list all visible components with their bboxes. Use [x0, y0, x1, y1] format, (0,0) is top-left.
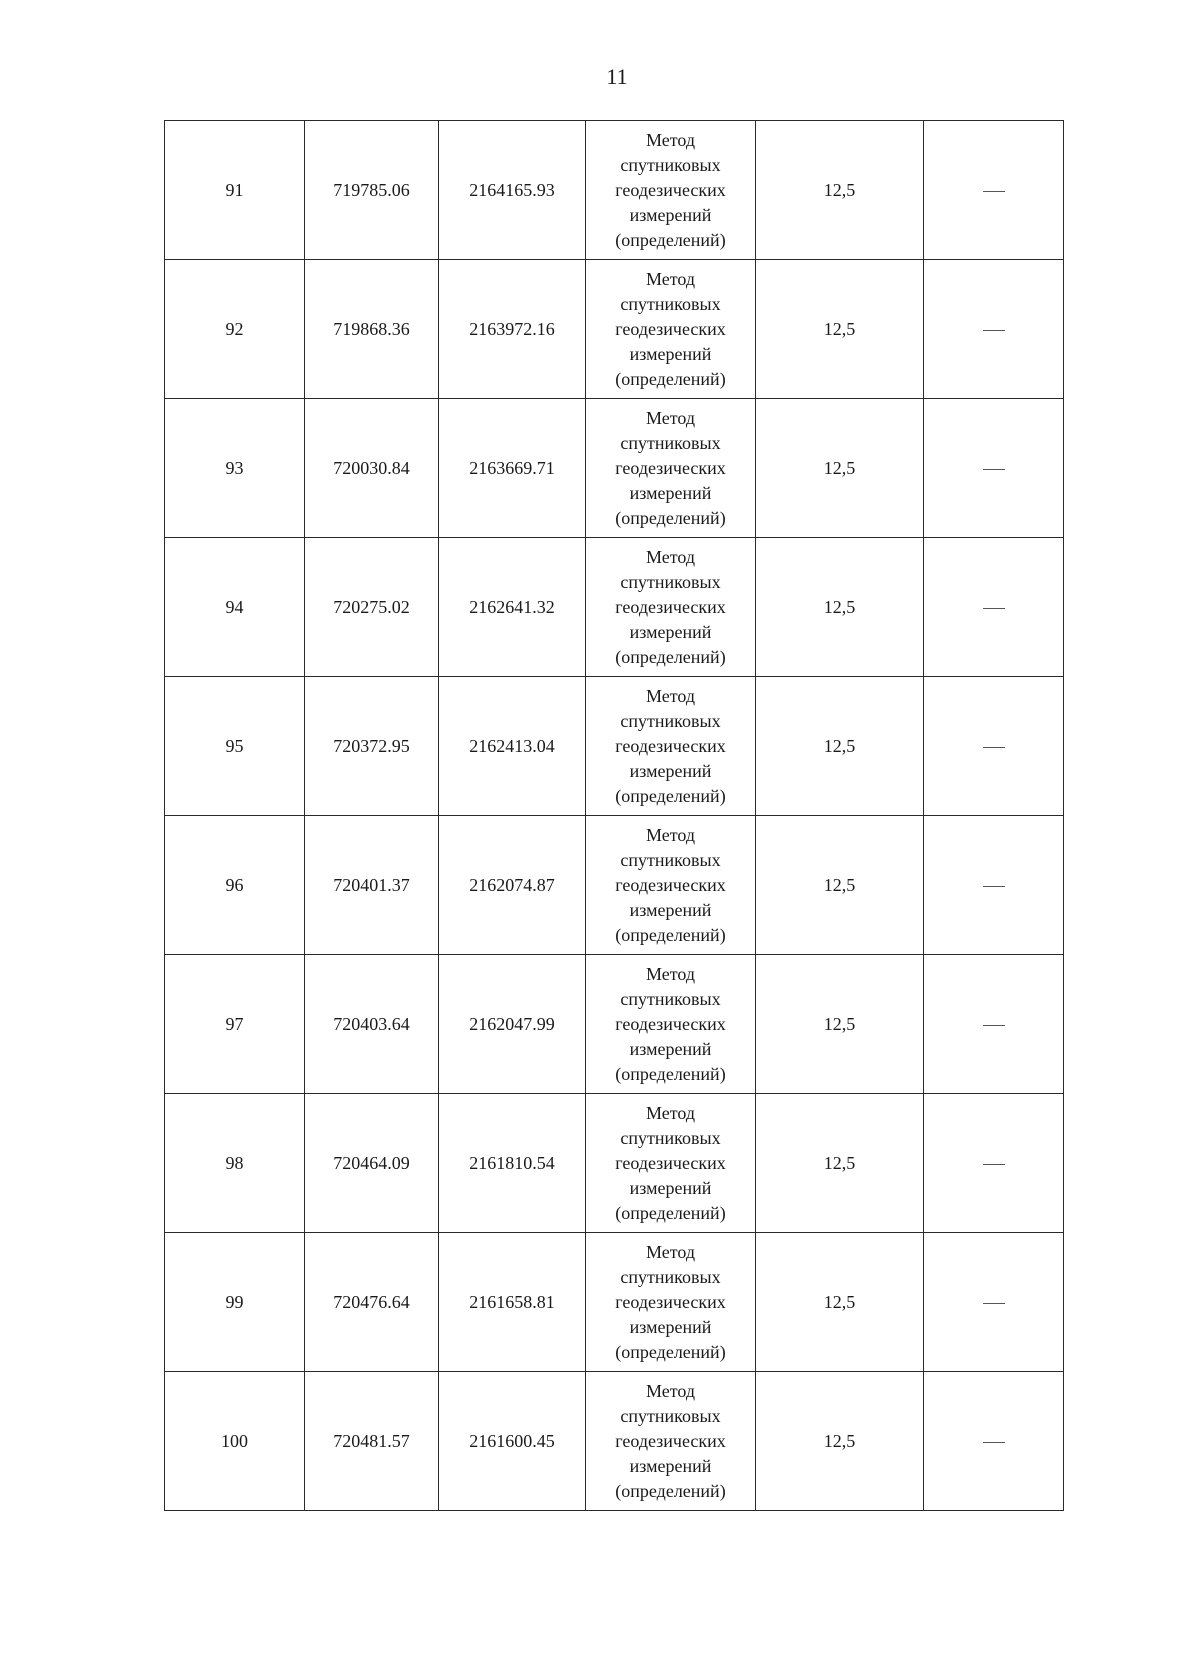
dash-mark — [983, 191, 1005, 192]
point-number-cell: 96 — [165, 816, 305, 955]
table-row — [165, 538, 1064, 677]
method-line: (определений) — [615, 1341, 726, 1362]
precision-cell: 12,5 — [756, 121, 924, 260]
precision-cell: 12,5 — [756, 816, 924, 955]
table-row — [165, 121, 1064, 260]
method-line: Метод — [645, 1241, 696, 1262]
dash-mark — [983, 1303, 1005, 1304]
method-line: спутниковых — [620, 988, 721, 1009]
table-row — [165, 677, 1064, 816]
method-line: Метод — [645, 546, 696, 567]
page-number: 11 — [606, 64, 628, 89]
method-line: геодезических — [615, 1430, 726, 1451]
x-coordinate-cell: 720275.02 — [305, 538, 439, 677]
dash-mark — [983, 1164, 1005, 1165]
method-cell — [586, 538, 756, 677]
method-line: геодезических — [615, 874, 726, 895]
x-coordinate-cell: 719785.06 — [305, 121, 439, 260]
dash-mark — [983, 747, 1005, 748]
method-line: Метод — [645, 407, 696, 428]
method-line: геодезических — [615, 318, 726, 339]
x-coordinate-cell: 720401.37 — [305, 816, 439, 955]
method-line: геодезических — [615, 457, 726, 478]
table-row — [165, 1094, 1064, 1233]
x-coordinate-cell: 720372.95 — [305, 677, 439, 816]
method-line: (определений) — [615, 646, 726, 667]
x-coordinate-cell: 720030.84 — [305, 399, 439, 538]
coordinates-table — [164, 120, 1064, 1511]
x-coordinate-cell: 720481.57 — [305, 1372, 439, 1511]
method-line: измерений — [629, 1038, 712, 1059]
method-line: Метод — [645, 1102, 696, 1123]
note-cell — [924, 955, 1064, 1094]
method-cell — [586, 1094, 756, 1233]
dash-mark — [983, 1025, 1005, 1026]
note-cell — [924, 260, 1064, 399]
method-line: (определений) — [615, 924, 726, 945]
method-line: спутниковых — [620, 571, 721, 592]
dash-mark — [983, 1442, 1005, 1443]
method-line: Метод — [645, 963, 696, 984]
y-coordinate-cell: 2162047.99 — [439, 955, 586, 1094]
method-cell — [586, 677, 756, 816]
method-line: измерений — [629, 204, 712, 225]
method-line: спутниковых — [620, 849, 721, 870]
y-coordinate-cell: 2161658.81 — [439, 1233, 586, 1372]
precision-cell: 12,5 — [756, 1094, 924, 1233]
method-line: геодезических — [615, 1152, 726, 1173]
method-line: спутниковых — [620, 710, 721, 731]
precision-cell: 12,5 — [756, 260, 924, 399]
y-coordinate-cell: 2163972.16 — [439, 260, 586, 399]
point-number-cell: 94 — [165, 538, 305, 677]
precision-cell: 12,5 — [756, 677, 924, 816]
method-line: измерений — [629, 1177, 712, 1198]
note-cell — [924, 538, 1064, 677]
precision-cell: 12,5 — [756, 399, 924, 538]
method-line: геодезических — [615, 596, 726, 617]
method-line: Метод — [645, 824, 696, 845]
table-row — [165, 816, 1064, 955]
y-coordinate-cell: 2162413.04 — [439, 677, 586, 816]
method-line: измерений — [629, 482, 712, 503]
table-row — [165, 955, 1064, 1094]
point-number-cell: 92 — [165, 260, 305, 399]
note-cell — [924, 816, 1064, 955]
table-row — [165, 399, 1064, 538]
dash-mark — [983, 608, 1005, 609]
method-line: геодезических — [615, 1013, 726, 1034]
method-cell — [586, 121, 756, 260]
y-coordinate-cell: 2163669.71 — [439, 399, 586, 538]
note-cell — [924, 1094, 1064, 1233]
method-line: спутниковых — [620, 1266, 721, 1287]
table-row — [165, 1233, 1064, 1372]
precision-cell: 12,5 — [756, 538, 924, 677]
note-cell — [924, 121, 1064, 260]
method-line: спутниковых — [620, 154, 721, 175]
method-line: (определений) — [615, 1202, 726, 1223]
dash-mark — [983, 886, 1005, 887]
method-line: Метод — [645, 685, 696, 706]
method-cell — [586, 399, 756, 538]
point-number-cell: 98 — [165, 1094, 305, 1233]
method-line: (определений) — [615, 785, 726, 806]
method-line: измерений — [629, 760, 712, 781]
method-line: измерений — [629, 1316, 712, 1337]
method-cell — [586, 1372, 756, 1511]
method-line: спутниковых — [620, 1405, 721, 1426]
y-coordinate-cell: 2162074.87 — [439, 816, 586, 955]
method-cell — [586, 260, 756, 399]
method-line: спутниковых — [620, 432, 721, 453]
note-cell — [924, 399, 1064, 538]
x-coordinate-cell: 720403.64 — [305, 955, 439, 1094]
x-coordinate-cell: 720464.09 — [305, 1094, 439, 1233]
method-line: Метод — [645, 129, 696, 150]
method-line: Метод — [645, 1380, 696, 1401]
y-coordinate-cell: 2162641.32 — [439, 538, 586, 677]
method-cell — [586, 816, 756, 955]
point-number-cell: 100 — [165, 1372, 305, 1511]
method-line: спутниковых — [620, 293, 721, 314]
table-row — [165, 260, 1064, 399]
note-cell — [924, 1372, 1064, 1511]
method-line: измерений — [629, 343, 712, 364]
x-coordinate-cell: 719868.36 — [305, 260, 439, 399]
method-line: (определений) — [615, 368, 726, 389]
table-body — [165, 121, 1064, 1511]
method-line: (определений) — [615, 1063, 726, 1084]
method-line: измерений — [629, 899, 712, 920]
y-coordinate-cell: 2161600.45 — [439, 1372, 586, 1511]
table-row — [165, 1372, 1064, 1511]
point-number-cell: 93 — [165, 399, 305, 538]
method-cell — [586, 955, 756, 1094]
method-line: (определений) — [615, 229, 726, 250]
method-line: геодезических — [615, 735, 726, 756]
method-line: измерений — [629, 621, 712, 642]
method-line: измерений — [629, 1455, 712, 1476]
y-coordinate-cell: 2164165.93 — [439, 121, 586, 260]
point-number-cell: 99 — [165, 1233, 305, 1372]
point-number-cell: 97 — [165, 955, 305, 1094]
x-coordinate-cell: 720476.64 — [305, 1233, 439, 1372]
dash-mark — [983, 330, 1005, 331]
y-coordinate-cell: 2161810.54 — [439, 1094, 586, 1233]
point-number-cell: 95 — [165, 677, 305, 816]
dash-mark — [983, 469, 1005, 470]
method-line: (определений) — [615, 1480, 726, 1501]
precision-cell: 12,5 — [756, 1372, 924, 1511]
method-line: спутниковых — [620, 1127, 721, 1148]
note-cell — [924, 1233, 1064, 1372]
method-cell — [586, 1233, 756, 1372]
note-cell — [924, 677, 1064, 816]
method-line: Метод — [645, 268, 696, 289]
precision-cell: 12,5 — [756, 1233, 924, 1372]
precision-cell: 12,5 — [756, 955, 924, 1094]
method-line: геодезических — [615, 179, 726, 200]
method-line: геодезических — [615, 1291, 726, 1312]
method-line: (определений) — [615, 507, 726, 528]
point-number-cell: 91 — [165, 121, 305, 260]
